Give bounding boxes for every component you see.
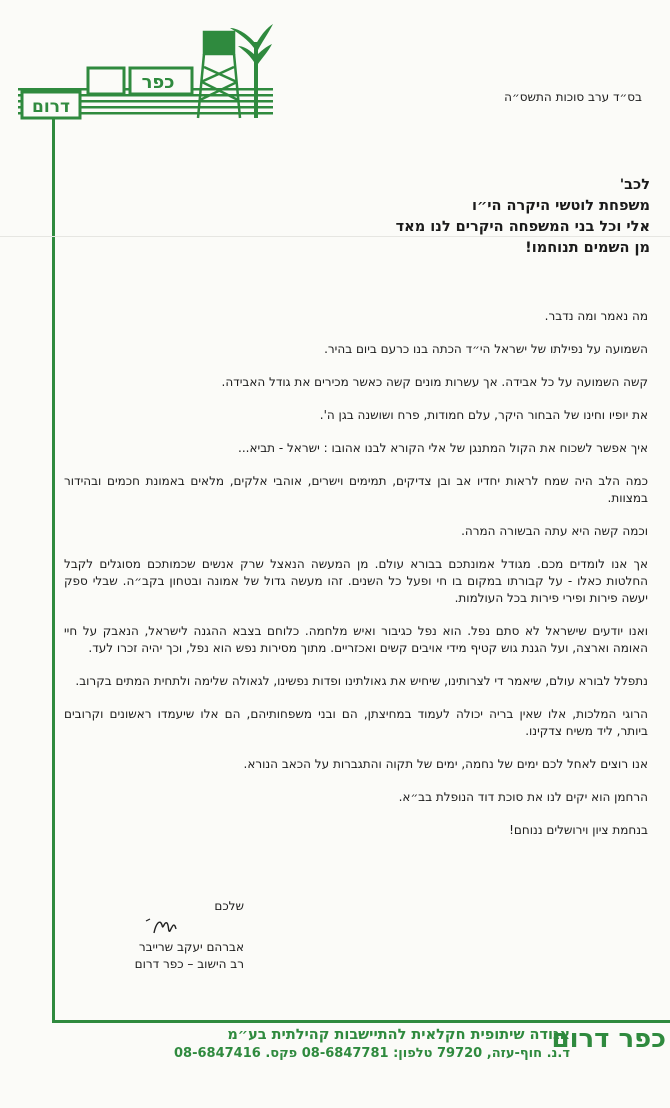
paragraph: ואנו יודעים שישראל לא סתם נפל. הוא נפל כגיבור ואיש מלחמה. כלוחם בצבא ההגנה לישראל, הנאבק על חיי האומה וארצה, ועל הגנת גוש קטיף מידי אויבים קשים ואכזריים. מתוך מסירות נפש הוא נפל, וכך יהיה זכרו לעד. <box>64 624 648 655</box>
paragraph: אך אנו לומדים מכם. מגודל אמונתכם בבורא עולם. מן המעשה הנאצל שרק אנשים שכמותכם מסוגלים לקבל החלטות כאלו - על קבורתו במקום בו חי ופעל כל השנים. זהו מעשה גדול של אמונה ובטחון בקב״ה. שבלי ספק יעשה פירות ופירי פירות בכל העולמות. <box>64 557 648 605</box>
dateline: בס״ד ערב סוכות התשס״ה <box>504 90 642 104</box>
paragraph: קשה השמועה על כל אבידה. אך עשרות מונים קשה כאשר מכירים את גודל האבידה. <box>221 375 648 389</box>
paragraph: וכמה קשה היא עתה הבשורה המרה. <box>461 524 648 538</box>
recipient-line: לכב' <box>619 177 650 193</box>
paragraph: הרוגי המלכות, אלו שאין בריה יכולה לעמוד במחיצתן, הם ובני משפחותיהם, הם אלו שיעמדו ראשונים וקרובים ביותר, ליד משיח צדקינו. <box>64 707 648 738</box>
paragraph: אנו רוצים לאחל לכם ימים של נחמה, ימים של תקוה והתגברות על הכאב הנורא. <box>243 757 648 771</box>
recipient-line: מן השמים תנוחמו! <box>525 240 650 256</box>
kfar-darom-logo <box>18 22 273 122</box>
paragraph: השמועה על נפילתו של ישראל הי״ד הכתה בנו כרעם ביום בהיר. <box>324 342 648 356</box>
recipient-line: אלי וכל בני המשפחה היקרים לנו מאד <box>395 219 650 235</box>
signature-block <box>84 898 244 973</box>
footer-rule <box>52 1020 670 1023</box>
paragraph: איך אפשר לשכוח את הקול המתנגן של אלי הקורא לבנו אהובו : ישראל - תביא... <box>238 441 648 455</box>
signer-name: אברהם יעקב שרייבר <box>138 940 244 954</box>
footer-address: ד.נ. חוף-עזה, 79720 טלפון: 08-6847781 פקס. 08-6847416 <box>174 1046 570 1061</box>
handwritten-signature <box>84 915 244 939</box>
paragraph: מה נאמר ומה נדבר. <box>544 309 648 323</box>
footer-name: כפר דרום <box>551 1024 666 1054</box>
paragraph: נתפלל לבורא עולם, שיאמר די לצרותינו, שיחיש את גאולתינו ופדות נפשינו, לגאולה שלימה ולתחית המתים בקרוב. <box>75 674 648 688</box>
paragraph: כמה הלב היה שמח לראות יחדיו אב ובן צדיקים, תמימים וישרים, אוהבי אלקים, מלאים באמונת חכמים ובהידור במצוות. <box>64 474 648 505</box>
paragraph: הרחמן הוא יקים לנו את סוכת דוד הנופלת בב״א. <box>398 790 648 804</box>
closing: שלכם <box>214 899 244 913</box>
recipient-line: משפחת לוטשי היקרה הי״ו <box>471 198 650 214</box>
svg-text:כפר: כפר <box>141 72 175 93</box>
footer-organization: אגודה שיתופית חקלאית להתיישבות קהילתית בע״מ <box>227 1027 570 1043</box>
svg-text:דרום: דרום <box>32 97 70 117</box>
letterhead-footer <box>86 1024 666 1066</box>
margin-line <box>52 118 55 1023</box>
recipient-block <box>260 175 650 259</box>
paragraph: את יופיו וחינו של הבחור היקר, עלם חמודות, פרח ושושנה בגן ה'. <box>319 408 648 422</box>
letter-body <box>64 308 648 855</box>
signer-title: רב הישוב – כפר דרום <box>134 957 244 971</box>
paragraph: בנחמת ציון וירושלים ננוחם! <box>509 823 648 837</box>
